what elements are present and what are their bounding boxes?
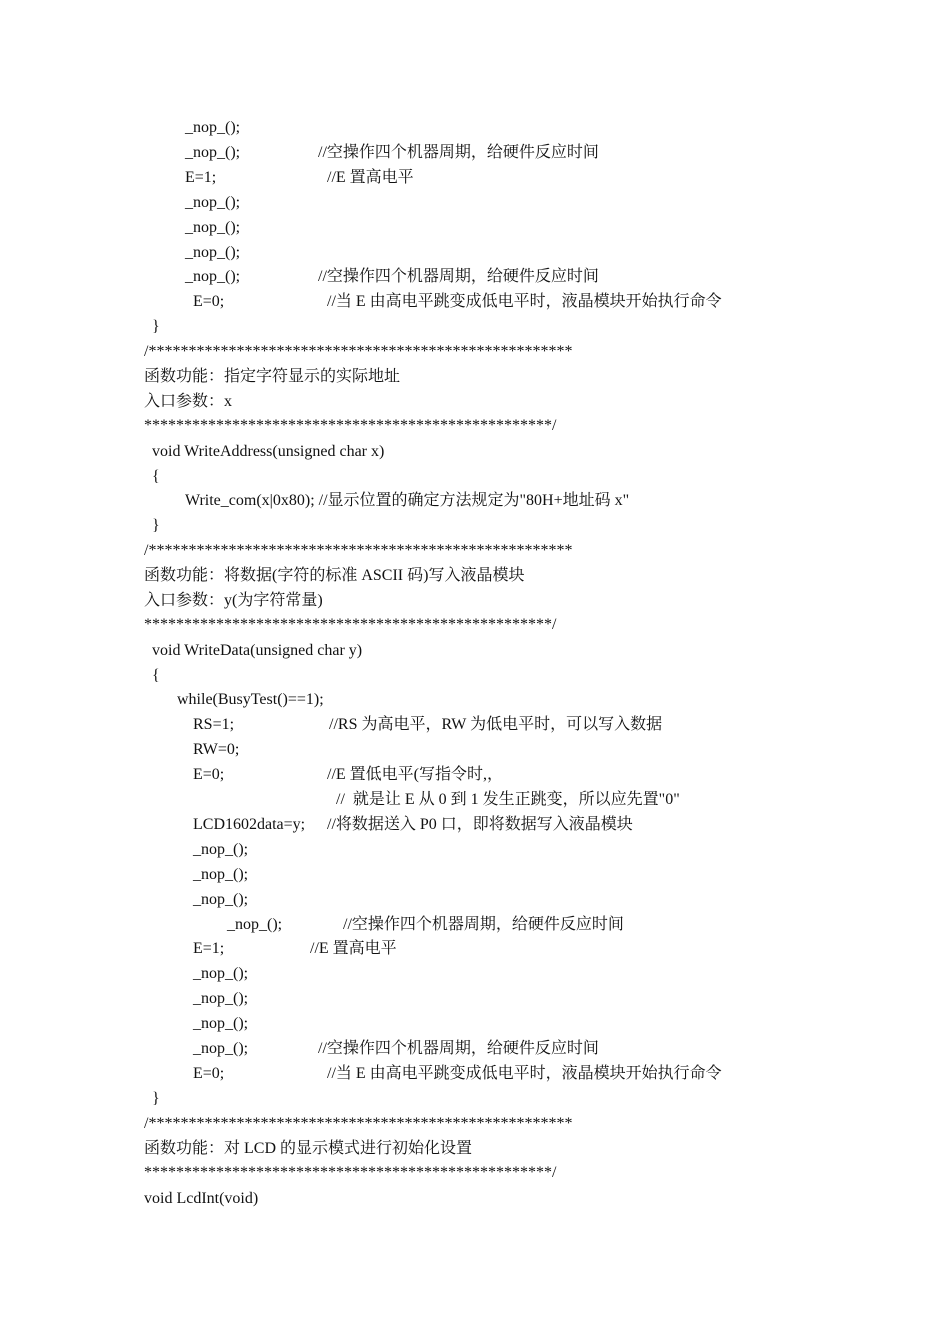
code-line: _nop_(); <box>185 268 241 285</box>
code-comment: // 就是让 E 从 0 到 1 发生正跳变，所以应先置"0" <box>336 791 680 808</box>
code-line: _nop_(); <box>227 916 283 933</box>
code-line: RS=1; <box>193 716 235 733</box>
code-line: while(BusyTest()==1); <box>177 691 324 708</box>
comment-divider: ***************************************************/ <box>144 417 557 434</box>
function-description: 函数功能：对 LCD 的显示模式进行初始化设置 <box>144 1140 473 1157</box>
code-line: E=1; <box>185 169 217 186</box>
code-line: _nop_(); <box>193 866 249 883</box>
code-comment: //空操作四个机器周期，给硬件反应时间 <box>318 1040 599 1057</box>
code-comment: //空操作四个机器周期，给硬件反应时间 <box>343 916 624 933</box>
code-line: Write_com(x|0x80); //显示位置的确定方法规定为"80H+地址码 x" <box>185 492 630 509</box>
code-line: RW=0; <box>193 741 240 758</box>
function-parameters: 入口参数：y(为字符常量) <box>144 592 323 609</box>
code-line: } <box>152 517 160 534</box>
code-line: E=0; <box>193 293 225 310</box>
code-line: } <box>152 1090 160 1107</box>
code-comment: //E 置低电平(写指令时,， <box>327 766 503 783</box>
code-line: _nop_(); <box>185 219 241 236</box>
code-comment: //空操作四个机器周期，给硬件反应时间 <box>318 268 599 285</box>
code-line: _nop_(); <box>185 144 241 161</box>
code-line: _nop_(); <box>193 891 249 908</box>
code-line: _nop_(); <box>193 841 249 858</box>
function-signature: void WriteData(unsigned char y) <box>152 642 363 659</box>
code-line: _nop_(); <box>193 990 249 1007</box>
code-comment: //将数据送入 P0 口，即将数据写入液晶模块 <box>327 816 633 833</box>
code-line: E=1; <box>193 940 225 957</box>
code-line: _nop_(); <box>193 1040 249 1057</box>
code-comment: //RS 为高电平，RW 为低电平时，可以写入数据 <box>329 716 663 733</box>
code-line: { <box>152 468 160 485</box>
function-parameters: 入口参数：x <box>144 393 233 410</box>
function-signature: void LcdInt(void) <box>144 1190 259 1207</box>
code-line: _nop_(); <box>185 244 241 261</box>
code-line: _nop_(); <box>193 1015 249 1032</box>
comment-divider: /***************************************************** <box>144 542 573 559</box>
function-signature: void WriteAddress(unsigned char x) <box>152 443 385 460</box>
code-comment: //E 置高电平 <box>327 169 414 186</box>
code-line: { <box>152 667 160 684</box>
code-line: LCD1602data=y; <box>193 816 306 833</box>
function-description: 函数功能：指定字符显示的实际地址 <box>144 368 401 385</box>
code-line: E=0; <box>193 1065 225 1082</box>
comment-divider: /***************************************************** <box>144 343 573 360</box>
code-line: _nop_(); <box>193 965 249 982</box>
function-description: 函数功能：将数据(字符的标准 ASCII 码)写入液晶模块 <box>144 567 525 584</box>
code-comment: //E 置高电平 <box>310 940 397 957</box>
code-line: _nop_(); <box>185 119 241 136</box>
comment-divider: /***************************************************** <box>144 1115 573 1132</box>
comment-divider: ***************************************************/ <box>144 616 557 633</box>
comment-divider: ***************************************************/ <box>144 1164 557 1181</box>
code-line: } <box>152 318 160 335</box>
code-comment: //当 E 由高电平跳变成低电平时，液晶模块开始执行命令 <box>327 1065 722 1082</box>
code-comment: //空操作四个机器周期，给硬件反应时间 <box>318 144 599 161</box>
code-comment: //当 E 由高电平跳变成低电平时，液晶模块开始执行命令 <box>327 293 722 310</box>
code-line: _nop_(); <box>185 194 241 211</box>
code-line: E=0; <box>193 766 225 783</box>
